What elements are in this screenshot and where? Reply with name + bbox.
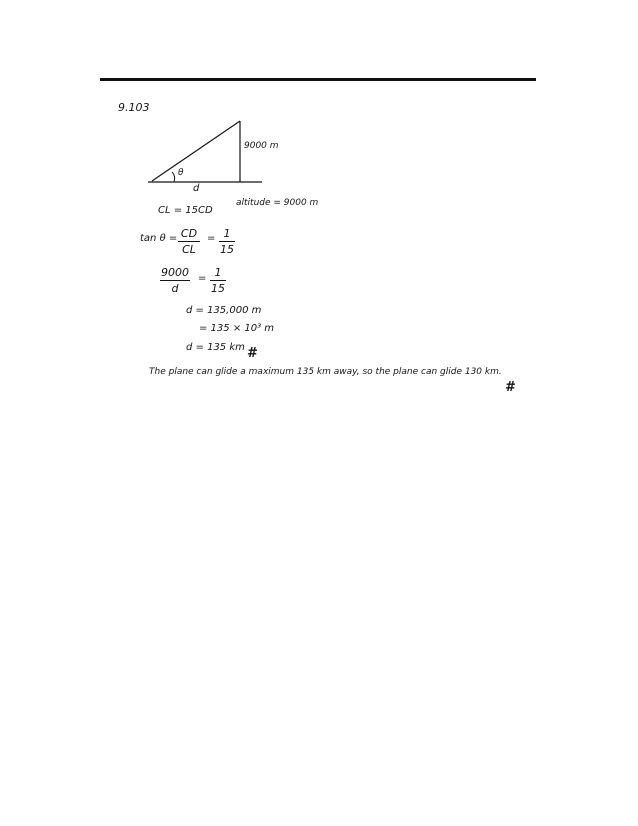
ratio-one-fifteenth xyxy=(210,266,226,295)
conclusion-text: The plane can glide a maximum 135 km away, so the plane can glide 130 km. xyxy=(149,367,502,377)
fraction-denominator: 15 xyxy=(220,243,234,256)
ratio-numerator: 9000 xyxy=(161,266,189,279)
fraction-bar xyxy=(160,280,190,281)
ratio-equals: = xyxy=(198,273,207,284)
problem-number: 9.103 xyxy=(118,101,150,114)
fraction-bar xyxy=(178,241,200,242)
conclusion-end-mark: # xyxy=(505,380,516,395)
tan-fraction xyxy=(178,227,200,256)
tan-denominator: CL xyxy=(182,243,196,256)
tan-equals: = xyxy=(207,233,216,244)
altitude-label: altitude = 9000 m xyxy=(236,198,319,208)
d-value: d = 135,000 m xyxy=(186,305,262,316)
tan-lhs: tan θ = xyxy=(140,233,178,244)
d-scientific: = 135 × 10³ m xyxy=(199,323,275,334)
fraction-denominator: 15 xyxy=(211,282,225,295)
result-end-mark: # xyxy=(247,346,258,361)
lift-drag-equation: CL = 15CD xyxy=(158,205,213,216)
angle-label: θ xyxy=(178,168,184,178)
tan-numerator: CD xyxy=(180,227,198,240)
ratio-fraction xyxy=(160,266,190,295)
hypotenuse-line xyxy=(152,121,240,181)
angle-arc xyxy=(172,172,175,182)
hypotenuse-label: 9000 m xyxy=(244,141,279,151)
fraction-bar xyxy=(219,241,235,242)
ratio-denominator: d xyxy=(171,282,179,295)
d-kilometers: d = 135 km xyxy=(186,342,245,353)
base-label: d xyxy=(193,183,200,194)
fraction-numerator: 1 xyxy=(214,266,222,279)
one-fifteenth-fraction xyxy=(219,227,235,256)
fraction-numerator: 1 xyxy=(223,227,231,240)
fraction-bar xyxy=(210,280,226,281)
